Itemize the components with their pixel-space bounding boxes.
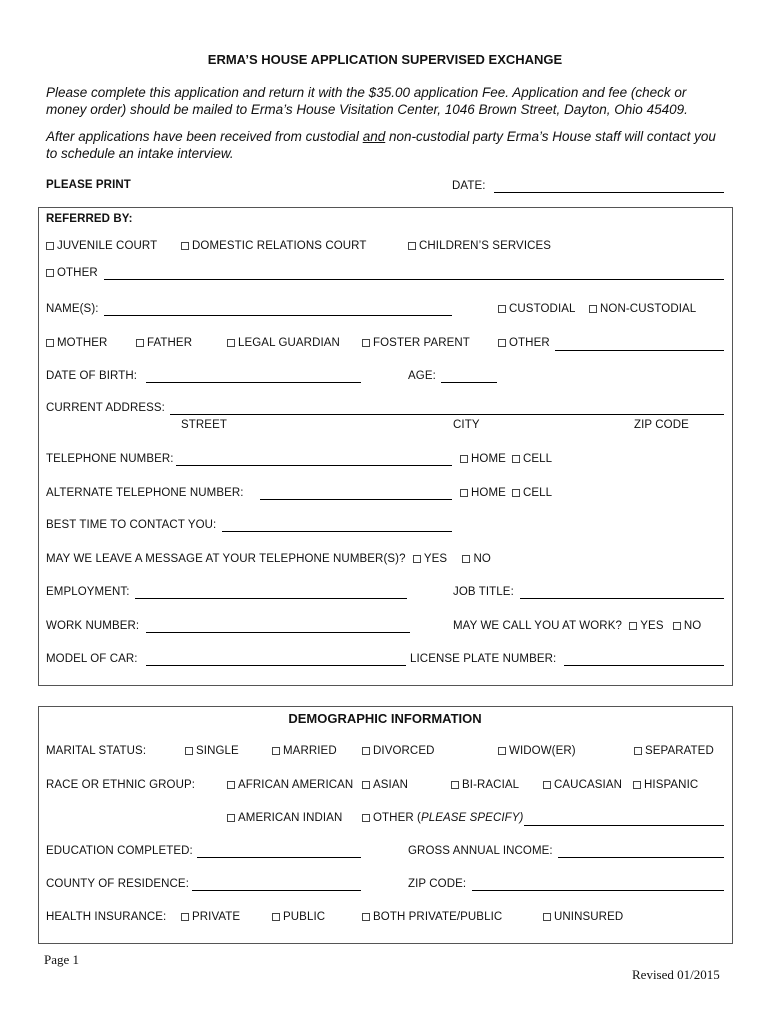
intro-paragraph-2: After applications have been received from custodial and non-custodial party Erma’s House staff will contact you to schedule an intake interview. [46,129,716,161]
ref-other[interactable]: OTHER [46,267,98,279]
checkbox-icon[interactable] [633,781,641,789]
address-label: CURRENT ADDRESS: [46,402,165,414]
race-label: RACE OR ETHNIC GROUP: [46,779,196,791]
checkbox-icon[interactable] [136,339,144,347]
ref-juvenile-court[interactable]: JUVENILE COURT [46,240,157,252]
checkbox-icon[interactable] [413,555,421,563]
car-label: MODEL OF CAR: [46,653,138,665]
marital-married[interactable]: MARRIED [272,745,337,757]
checkbox-icon[interactable] [629,622,637,630]
checkbox-icon[interactable] [462,555,470,563]
checkbox-icon[interactable] [227,339,235,347]
zip-label: ZIP CODE: [408,878,467,890]
checkbox-icon[interactable] [543,781,551,789]
checkbox-icon[interactable] [362,339,370,347]
telephone-cell-option[interactable]: CELL [512,453,552,465]
work-number-label: WORK NUMBER: [46,620,140,632]
checkbox-icon[interactable] [362,747,370,755]
income-label: GROSS ANNUAL INCOME: [408,845,553,857]
checkbox-icon[interactable] [181,913,189,921]
telephone-home-option[interactable]: HOME [460,453,506,465]
checkbox-icon[interactable] [408,242,416,250]
intro-paragraph: Please complete this application and return it with the $35.00 application Fee. Application and fee (check or money order) should be mailed to Erma’s House Visitation Center, 1046 Brown Street, Dayton, Ohio 45409. [46,85,688,117]
form-title: ERMA’S HOUSE APPLICATION SUPERVISED EXCHANGE [207,52,563,67]
marital-single[interactable]: SINGLE [185,745,239,757]
checkbox-icon[interactable] [634,747,642,755]
checkbox-icon[interactable] [362,781,370,789]
leave-message-label: MAY WE LEAVE A MESSAGE AT YOUR TELEPHONE NUMBER(S)? YES NO [46,553,491,565]
marital-separated[interactable]: SEPARATED [634,745,714,757]
call-at-work-yes[interactable]: YES [629,620,663,632]
call-at-work-label: MAY WE CALL YOU AT WORK? YES NO [453,620,702,632]
relation-mother[interactable]: MOTHER [46,337,107,349]
best-time-field[interactable] [222,531,452,532]
names-label: NAME(S): [46,303,99,315]
ref-domestic-relations-court[interactable]: DOMESTIC RELATIONS COURT [181,240,367,252]
education-field[interactable] [197,857,361,858]
telephone-label: TELEPHONE NUMBER: [46,453,174,465]
page-number: Page 1 [44,952,80,967]
checkbox-icon[interactable] [498,305,506,313]
checkbox-icon[interactable] [362,814,370,822]
plate-label: LICENSE PLATE NUMBER: [410,653,557,665]
dob-field[interactable] [146,382,361,383]
race-asian[interactable]: ASIAN [362,779,408,791]
referred-by-label: REFERRED BY: [46,213,133,225]
insurance-uninsured[interactable]: UNINSURED [543,911,623,923]
checkbox-icon[interactable] [272,747,280,755]
relation-father[interactable]: FATHER [136,337,192,349]
checkbox-icon[interactable] [227,781,235,789]
relation-foster-parent[interactable]: FOSTER PARENT [362,337,470,349]
job-title-label: JOB TITLE: [453,586,514,598]
checkbox-icon[interactable] [451,781,459,789]
checkbox-icon[interactable] [498,339,506,347]
telephone-field[interactable] [176,465,452,466]
checkbox-icon[interactable] [46,242,54,250]
relation-legal-guardian[interactable]: LEGAL GUARDIAN [227,337,340,349]
checkbox-icon[interactable] [460,489,468,497]
please-print-label: PLEASE PRINT [46,179,131,191]
race-biracial[interactable]: BI-RACIAL [451,779,519,791]
alt-telephone-label: ALTERNATE TELEPHONE NUMBER: [46,487,244,499]
car-field[interactable] [146,665,406,666]
work-number-field[interactable] [146,632,410,633]
checkbox-icon[interactable] [673,622,681,630]
education-label: EDUCATION COMPLETED: [46,845,193,857]
ref-other-field[interactable] [104,279,724,280]
checkbox-icon[interactable] [498,747,506,755]
employment-label: EMPLOYMENT: [46,586,130,598]
race-african-american[interactable]: AFRICAN AMERICAN [227,779,353,791]
ref-childrens-services[interactable]: CHILDREN’S SERVICES [408,240,551,252]
insurance-label: HEALTH INSURANCE: [46,911,167,923]
names-field[interactable] [104,315,452,316]
age-field[interactable] [441,382,497,383]
best-time-label: BEST TIME TO CONTACT YOU: [46,519,217,531]
checkbox-icon[interactable] [589,305,597,313]
race-other-field[interactable] [524,825,724,826]
checkbox-icon[interactable] [227,814,235,822]
date-field[interactable] [494,192,724,193]
city-caption: CITY [453,419,480,431]
alt-telephone-field[interactable] [260,499,452,500]
checkbox-icon[interactable] [272,913,280,921]
checkbox-icon[interactable] [46,339,54,347]
zip-caption: ZIP CODE [634,419,689,431]
plate-field[interactable] [564,665,724,666]
demographic-title: DEMOGRAPHIC INFORMATION [288,711,482,726]
checkbox-icon[interactable] [181,242,189,250]
county-field[interactable] [192,890,361,891]
checkbox-icon[interactable] [362,913,370,921]
date-label: DATE: [452,180,486,192]
checkbox-icon[interactable] [185,747,193,755]
call-at-work-no[interactable]: NO [673,620,701,632]
marital-widower[interactable]: WIDOW(ER) [498,745,576,757]
leave-message-no[interactable]: NO [462,553,490,565]
checkbox-icon[interactable] [543,913,551,921]
insurance-public[interactable]: PUBLIC [272,911,325,923]
income-field[interactable] [558,857,724,858]
race-hispanic[interactable]: HISPANIC [633,779,698,791]
dob-label: DATE OF BIRTH: [46,370,138,382]
checkbox-icon[interactable] [460,455,468,463]
alt-telephone-cell-option[interactable]: CELL [512,487,552,499]
address-field[interactable] [170,414,724,415]
non-custodial-option[interactable]: NON-CUSTODIAL [589,303,696,315]
revised-date: Revised 01/2015 [632,967,720,982]
alt-telephone-home-option[interactable]: HOME [460,487,506,499]
checkbox-icon[interactable] [512,489,520,497]
marital-divorced[interactable]: DIVORCED [362,745,435,757]
zip-field[interactable] [472,890,724,891]
race-other[interactable]: OTHER (PLEASE SPECIFY) [362,812,523,824]
insurance-both[interactable]: BOTH PRIVATE/PUBLIC [362,911,502,923]
leave-message-yes[interactable]: YES [413,553,447,565]
checkbox-icon[interactable] [46,269,54,277]
street-caption: STREET [181,419,227,431]
race-caucasian[interactable]: CAUCASIAN [543,779,622,791]
county-label: COUNTY OF RESIDENCE: [46,878,189,890]
checkbox-icon[interactable] [512,455,520,463]
custodial-option[interactable]: CUSTODIAL [498,303,576,315]
relation-other-field[interactable] [555,350,724,351]
marital-label: MARITAL STATUS: [46,745,147,757]
race-american-indian[interactable]: AMERICAN INDIAN [227,812,342,824]
job-title-field[interactable] [520,598,724,599]
age-label: AGE: [408,370,436,382]
employment-field[interactable] [135,598,407,599]
insurance-private[interactable]: PRIVATE [181,911,240,923]
relation-other[interactable]: OTHER [498,337,550,349]
